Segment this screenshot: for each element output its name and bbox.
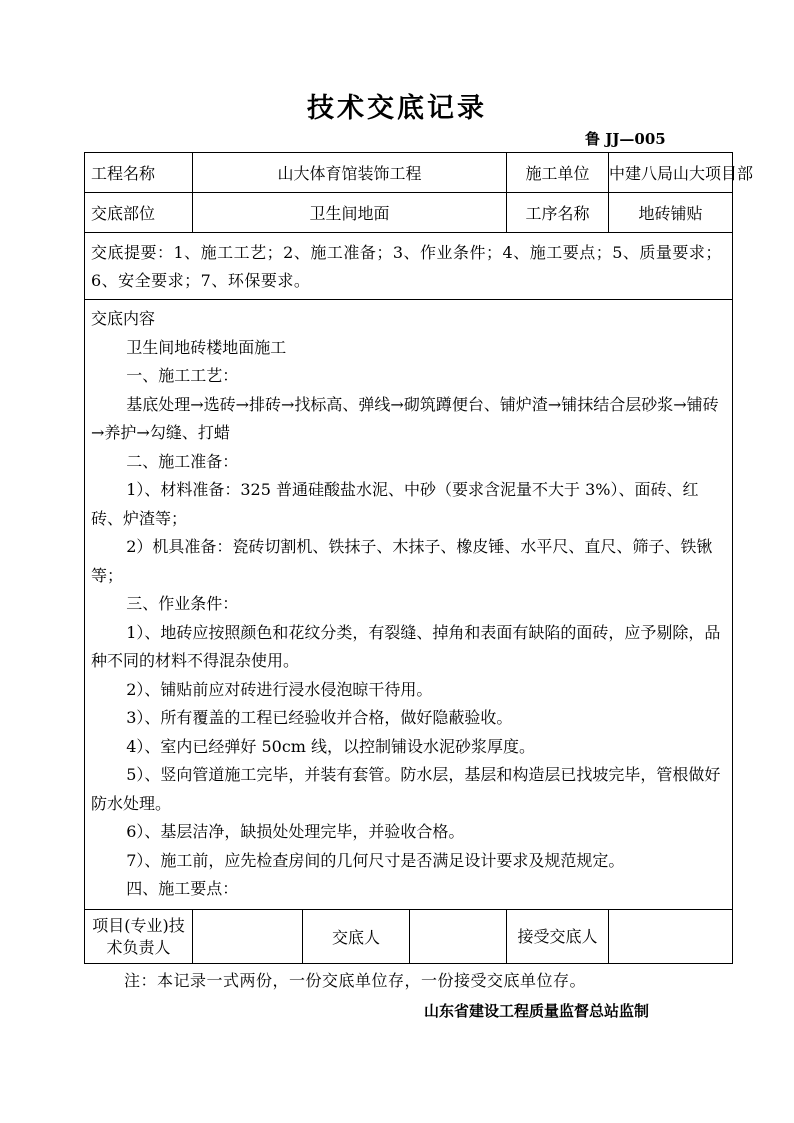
content-line: 1）、材料准备：325 普通硅酸盐水泥、中砂（要求含泥量不大于 3%）、面砖、红砖、炉渣等； [91,480,699,528]
content-line: 二、施工准备： [126,451,239,471]
contractor-value: 中建八局山大项目部 [609,153,733,193]
signature-row [85,910,733,964]
document-code: 鲁 JJ—005 [585,130,666,148]
content-row [85,300,733,910]
content-line: 四、施工要点： [126,879,239,898]
content-line: 卫生间地砖楼地面施工 [126,337,287,357]
tech-lead-signature[interactable] [193,910,303,964]
page-title: 技术交底记录 [307,93,487,124]
process-label: 工序名称 [507,193,609,233]
project-name-value: 山大体育馆装饰工程 [193,153,507,193]
content-line: 2）机具准备：瓷砖切割机、铁抹子、木抹子、橡皮锤、水平尺、直尺、筛子、铁锹等； [91,537,713,585]
content-line: 3）、所有覆盖的工程已经验收并合格，做好隐蔽验收。 [126,708,513,727]
part-row [85,193,733,233]
disclosure-record-table [84,152,754,964]
summary-row [85,233,733,300]
part-label: 交底部位 [85,193,193,233]
content-line: 三、作业条件： [126,594,239,613]
content-line: 5）、竖向管道施工完毕，并装有套管。防水层，基层和构造层已找坡完毕，管根做好防水处理。 [91,765,721,813]
content-label: 交底内容 [91,309,156,328]
content-line: 1）、地砖应按照颜色和花纹分类，有裂缝、掉角和表面有缺陷的面砖，应予剔除，品种不同的材料不得混杂使用。 [91,622,721,670]
receiver-label: 接受交底人 [507,910,609,964]
content-line: 基底处理→选砖→排砖→找标高、弹线→砌筑蹲便台、铺炉渣→铺抹结合层砂浆→铺砖→养护→勾缝、打蜡 [91,394,719,442]
disclosure-summary: 交底提要：1、施工工艺；2、施工准备；3、作业条件；4、施工要点；5、质量要求；6、安全要求；7、环保要求。 [85,233,733,300]
contractor-label: 施工单位 [507,153,609,193]
content-line: 7）、施工前，应先检查房间的几何尺寸是否满足设计要求及规范规定。 [126,850,625,870]
process-value: 地砖铺贴 [609,193,733,233]
content-line: 4）、室内已经弹好 50cm 线，以控制铺设水泥砂浆厚度。 [126,736,536,756]
content-line: 一、施工工艺： [126,366,239,385]
tech-lead-label: 项目(专业)技术负责人 [85,910,193,964]
discloser-label: 交底人 [303,910,410,964]
project-name-label: 工程名称 [85,153,193,193]
discloser-signature[interactable] [410,910,507,964]
record-note: 注：本记录一式两份，一份交底单位存，一份接受交底单位存。 [124,971,587,990]
supervisor-footer: 山东省建设工程质量监督总站监制 [424,1002,650,1020]
project-row [85,153,733,193]
disclosure-content [85,300,733,910]
content-line: 2）、铺贴前应对砖进行浸水侵泡晾干待用。 [126,679,433,699]
receiver-signature[interactable] [609,910,733,964]
content-line: 6）、基层洁净，缺损处处理完毕，并验收合格。 [126,822,465,841]
part-value: 卫生间地面 [193,193,507,233]
